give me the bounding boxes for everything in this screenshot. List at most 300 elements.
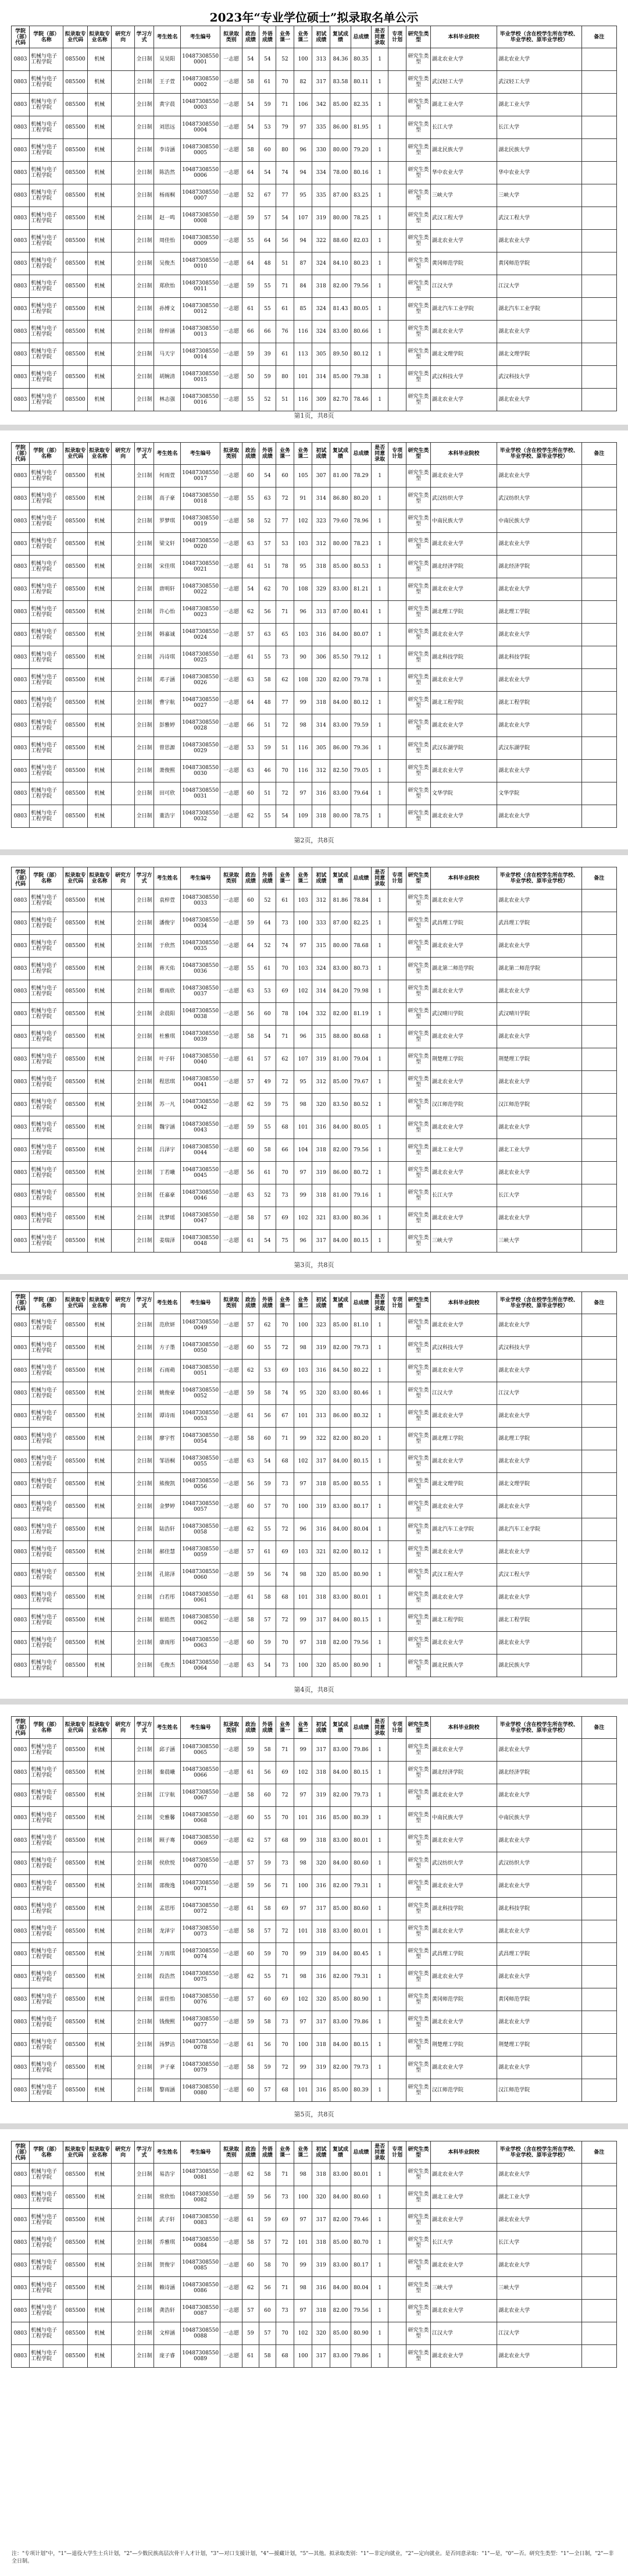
table-cell: 全日制 — [134, 321, 154, 343]
table-cell: 104873085500060 — [180, 1564, 220, 1586]
table-cell — [388, 2300, 406, 2322]
table-cell: 0803 — [12, 601, 30, 624]
table-cell — [112, 139, 134, 162]
table-cell — [581, 1003, 616, 1026]
table-cell: 104873085500050 — [180, 1337, 220, 1360]
table-cell: 机械 — [87, 1360, 112, 1382]
table-cell: 长江大学 — [497, 1184, 581, 1207]
table-cell: 317 — [312, 1450, 330, 1473]
table-cell: 丁若曦 — [154, 1162, 181, 1184]
table-cell: 56 — [259, 601, 276, 624]
table-cell: 58 — [259, 1139, 276, 1162]
table-cell: 李诗涵 — [154, 139, 181, 162]
table-header-row — [12, 2141, 617, 2164]
table-cell: 85.00 — [330, 556, 351, 578]
table-cell — [112, 782, 134, 805]
table-cell — [388, 1230, 406, 1253]
table-cell: 1 — [372, 1116, 388, 1139]
column-header: 专项计划 — [388, 1717, 406, 1739]
table-cell: 林志强 — [154, 389, 181, 411]
table-cell: 330 — [312, 139, 330, 162]
table-cell: 机械与电子工程学院 — [30, 1739, 63, 1762]
table-cell: 80.32 — [351, 1405, 371, 1428]
table-cell: 318 — [312, 556, 330, 578]
table-cell: 机械 — [87, 94, 112, 116]
table-cell: 0803 — [12, 1184, 30, 1207]
table-cell: 320 — [312, 1655, 330, 1677]
table-cell: 64 — [242, 252, 259, 275]
table-cell: 81.00 — [330, 465, 351, 488]
table-cell: 湖北汽车工业学院 — [497, 1518, 581, 1541]
table-cell: 研究生类型 — [406, 2300, 431, 2322]
table-cell: 研究生类型 — [406, 1162, 431, 1184]
table-cell — [388, 1920, 406, 1943]
table-cell: 62 — [242, 1830, 259, 1852]
table-cell — [581, 1026, 616, 1048]
table-cell — [388, 94, 406, 116]
table-cell: 61 — [242, 1586, 259, 1609]
table-cell: 320 — [312, 1564, 330, 1586]
table-cell: 研究生类型 — [406, 578, 431, 601]
table-cell — [581, 692, 616, 714]
table-cell: 一志愿 — [220, 2254, 242, 2277]
table-cell — [112, 510, 134, 533]
table-cell — [388, 692, 406, 714]
table-cell: 88.00 — [330, 1026, 351, 1048]
table-cell — [388, 1337, 406, 1360]
table-cell: 1 — [372, 1966, 388, 1988]
table-cell: 湖北农业大学 — [430, 714, 497, 737]
table-cell: 湖北农业大学 — [497, 1116, 581, 1139]
table-cell — [581, 601, 616, 624]
table-cell: 湖北农业大学 — [430, 2345, 497, 2368]
table-cell: 54 — [259, 1450, 276, 1473]
table-cell — [581, 510, 616, 533]
table-cell: 0803 — [12, 1071, 30, 1094]
table-cell: 53 — [259, 980, 276, 1003]
table-cell: 机械 — [87, 1026, 112, 1048]
table-cell: 1 — [372, 782, 388, 805]
table-cell: 全日制 — [134, 646, 154, 669]
table-cell: 75 — [276, 1094, 294, 1116]
table-cell: 73 — [276, 1852, 294, 1875]
table-cell: 0803 — [12, 782, 30, 805]
table-cell — [581, 1405, 616, 1428]
table-cell: 86.00 — [330, 1405, 351, 1428]
table-cell: 80.12 — [351, 343, 371, 366]
table-cell: 一志愿 — [220, 646, 242, 669]
table-cell: 全日制 — [134, 760, 154, 782]
table-cell: 318 — [312, 1762, 330, 1784]
table-cell: 99 — [294, 1609, 312, 1632]
table-cell: 黎雨涵 — [154, 2079, 181, 2102]
table-cell — [112, 737, 134, 760]
table-cell: 全日制 — [134, 912, 154, 935]
column-header: 考生编号 — [180, 26, 220, 48]
table-cell: 侯欣悦 — [154, 1852, 181, 1875]
table-cell: 59 — [242, 343, 259, 366]
table-cell: 1 — [372, 1450, 388, 1473]
table-cell — [388, 1382, 406, 1405]
column-header: 是否同意录取 — [372, 867, 388, 889]
table-cell: 60 — [259, 1003, 276, 1026]
table-cell: 085500 — [63, 782, 88, 805]
column-header: 总成绩 — [351, 26, 371, 48]
table-cell: 315 — [312, 935, 330, 958]
table-row — [12, 669, 617, 692]
table-row — [12, 1655, 617, 1677]
table-cell — [112, 1026, 134, 1048]
table-cell: 1 — [372, 1207, 388, 1230]
table-cell: 60 — [242, 782, 259, 805]
table-cell: 研究生类型 — [406, 1496, 431, 1518]
table-cell: 104873085500063 — [180, 1632, 220, 1655]
table-cell: 108 — [294, 578, 312, 601]
table-cell: 79.31 — [351, 1875, 371, 1898]
table-cell: 0803 — [12, 71, 30, 94]
table-cell: 104873085500021 — [180, 556, 220, 578]
table-cell: 湖北农业大学 — [497, 389, 581, 411]
table-cell: 56 — [259, 2186, 276, 2209]
table-cell: 陆浩轩 — [154, 1518, 181, 1541]
table-cell: 085500 — [63, 1071, 88, 1094]
table-cell — [112, 556, 134, 578]
table-cell: 研究生类型 — [406, 510, 431, 533]
table-cell: 0803 — [12, 2322, 30, 2345]
table-cell: 56 — [259, 1762, 276, 1784]
table-cell: 59 — [259, 1943, 276, 1966]
table-cell — [112, 1139, 134, 1162]
table-cell: 085500 — [63, 1230, 88, 1253]
table-cell: 57 — [259, 2322, 276, 2345]
table-cell: 机械 — [87, 980, 112, 1003]
table-cell: 机械与电子工程学院 — [30, 230, 63, 252]
table-cell: 59 — [259, 1852, 276, 1875]
table-cell: 79.31 — [351, 1966, 371, 1988]
table-cell: 085500 — [63, 1139, 88, 1162]
table-cell: 研究生类型 — [406, 1655, 431, 1677]
table-cell: 武汉东湖学院 — [497, 737, 581, 760]
table-cell: 085500 — [63, 805, 88, 828]
table-cell: 69 — [276, 2209, 294, 2232]
table-cell: 湖北农业大学 — [497, 805, 581, 828]
table-cell: 79.56 — [351, 1632, 371, 1655]
table-cell: 全日制 — [134, 714, 154, 737]
table-cell: 80.55 — [351, 1473, 371, 1496]
table-cell: 97 — [294, 1898, 312, 1920]
column-header: 本科毕业院校 — [430, 26, 497, 48]
table-cell: 84.00 — [330, 2186, 351, 2209]
table-cell — [388, 2232, 406, 2254]
column-header: 学院（部）代码 — [12, 443, 30, 465]
table-cell: 085500 — [63, 2209, 88, 2232]
table-cell: 99 — [294, 692, 312, 714]
column-header: 政治成绩 — [242, 1292, 259, 1314]
table-cell: 一志愿 — [220, 207, 242, 230]
table-cell: 80.22 — [351, 1360, 371, 1382]
table-row — [12, 1920, 617, 1943]
table-cell: 82.35 — [351, 94, 371, 116]
table-cell: 研究生类型 — [406, 1405, 431, 1428]
table-cell — [581, 184, 616, 207]
table-cell: 1 — [372, 760, 388, 782]
table-cell: 104873085500088 — [180, 2322, 220, 2345]
table-cell: 湖北农业大学 — [430, 1207, 497, 1230]
table-row — [12, 48, 617, 71]
table-cell: 湖北农业大学 — [497, 760, 581, 782]
column-header: 总成绩 — [351, 2141, 371, 2164]
table-cell — [112, 912, 134, 935]
table-cell: 0803 — [12, 1586, 30, 1609]
table-cell: 104873085500032 — [180, 805, 220, 828]
table-cell: 316 — [312, 1966, 330, 1988]
table-cell: 湖北第二师范学院 — [497, 958, 581, 980]
table-cell: 085500 — [63, 510, 88, 533]
table-cell: 湖北农业大学 — [497, 1360, 581, 1382]
column-header: 业务课一 — [276, 867, 294, 889]
table-cell: 106 — [294, 94, 312, 116]
table-cell: 金梦婷 — [154, 1496, 181, 1518]
table-cell: 一志愿 — [220, 805, 242, 828]
column-header: 复试成绩 — [330, 867, 351, 889]
table-cell: 55 — [242, 958, 259, 980]
table-cell: 102 — [294, 2322, 312, 2345]
table-cell: 54 — [242, 94, 259, 116]
table-cell: 全日制 — [134, 980, 154, 1003]
table-cell: 湖北农业大学 — [497, 2164, 581, 2186]
table-cell: 机械与电子工程学院 — [30, 601, 63, 624]
table-cell: 1 — [372, 556, 388, 578]
table-cell: 59 — [242, 2011, 259, 2034]
document-page — [0, 0, 628, 425]
table-cell: 83.58 — [330, 71, 351, 94]
table-cell: 50 — [242, 366, 259, 389]
table-cell: 全日制 — [134, 2277, 154, 2300]
table-cell: 104873085500053 — [180, 1405, 220, 1428]
table-row — [12, 782, 617, 805]
table-cell: 63 — [242, 760, 259, 782]
table-cell: 0803 — [12, 1830, 30, 1852]
table-cell: 68 — [276, 2079, 294, 2102]
table-cell: 104873085500014 — [180, 343, 220, 366]
table-cell: 全日制 — [134, 2186, 154, 2209]
table-cell: 1 — [372, 1003, 388, 1026]
column-header: 考生姓名 — [154, 2141, 181, 2164]
table-cell: 318 — [312, 1632, 330, 1655]
table-cell: 全日制 — [134, 389, 154, 411]
table-cell: 73 — [276, 912, 294, 935]
table-cell: 085500 — [63, 1586, 88, 1609]
table-cell: 1 — [372, 980, 388, 1003]
table-cell: 1 — [372, 805, 388, 828]
table-cell — [581, 321, 616, 343]
table-cell: 104873085500077 — [180, 2011, 220, 2034]
column-header: 研究方向 — [112, 867, 134, 889]
table-cell — [388, 1966, 406, 1988]
table-cell: 82.00 — [330, 275, 351, 298]
table-cell: 荆楚理工学院 — [430, 2034, 497, 2056]
table-cell: 57 — [259, 2232, 276, 2254]
table-cell: 0803 — [12, 207, 30, 230]
table-cell: 全日制 — [134, 1162, 154, 1184]
table-cell: 机械 — [87, 366, 112, 389]
table-cell: 1 — [372, 2056, 388, 2079]
table-cell: 309 — [312, 389, 330, 411]
table-cell: 83.00 — [330, 1382, 351, 1405]
table-cell: 机械与电子工程学院 — [30, 760, 63, 782]
table-cell: 江汉大学 — [497, 275, 581, 298]
table-cell: 320 — [312, 2322, 330, 2345]
table-row — [12, 389, 617, 411]
table-cell: 1 — [372, 2034, 388, 2056]
column-header: 备注 — [581, 867, 616, 889]
table-cell: 58 — [242, 2056, 259, 2079]
table-cell: 39 — [259, 343, 276, 366]
table-cell: 研究生类型 — [406, 1094, 431, 1116]
table-cell: 71 — [276, 2164, 294, 2186]
table-cell: 085500 — [63, 1632, 88, 1655]
table-cell: 322 — [312, 1428, 330, 1450]
table-cell: 1 — [372, 116, 388, 139]
column-header: 研究生类型 — [406, 2141, 431, 2164]
table-cell: 机械与电子工程学院 — [30, 1586, 63, 1609]
table-cell: 72 — [276, 1920, 294, 1943]
table-cell: 全日制 — [134, 2079, 154, 2102]
table-cell: 80.53 — [351, 556, 371, 578]
top-spacer — [0, 430, 628, 442]
table-cell: 318 — [312, 1586, 330, 1609]
table-cell: 56 — [242, 1003, 259, 1026]
table-cell: 53 — [276, 533, 294, 556]
table-cell: 64 — [242, 692, 259, 714]
table-cell: 机械与电子工程学院 — [30, 556, 63, 578]
table-cell: 0803 — [12, 1739, 30, 1762]
table-cell: 0803 — [12, 1564, 30, 1586]
table-cell: 69 — [276, 1360, 294, 1382]
table-cell: 80.60 — [351, 1898, 371, 1920]
column-header: 外语成绩 — [259, 443, 276, 465]
table-cell: 085500 — [63, 207, 88, 230]
table-cell: 81.00 — [330, 1184, 351, 1207]
table-cell — [581, 2345, 616, 2368]
table-cell: 全日制 — [134, 2164, 154, 2186]
table-cell: 0803 — [12, 2209, 30, 2232]
table-cell: 64 — [259, 912, 276, 935]
table-cell: 82.00 — [330, 1541, 351, 1564]
table-cell: 一志愿 — [220, 2079, 242, 2102]
table-cell: 研究生类型 — [406, 1739, 431, 1762]
table-cell: 085500 — [63, 1048, 88, 1071]
table-cell: 荆楚理工学院 — [497, 1048, 581, 1071]
table-cell: 085500 — [63, 1898, 88, 1920]
table-cell: 方子墨 — [154, 1337, 181, 1360]
table-cell: 研究生类型 — [406, 1116, 431, 1139]
table-cell: 57 — [242, 1988, 259, 2011]
table-cell: 1 — [372, 1762, 388, 1784]
table-cell — [388, 1586, 406, 1609]
table-cell: 机械 — [87, 2232, 112, 2254]
table-cell: 1 — [372, 1943, 388, 1966]
column-header: 考生姓名 — [154, 443, 181, 465]
table-cell: 0803 — [12, 1966, 30, 1988]
column-header: 政治成绩 — [242, 26, 259, 48]
table-cell: 机械与电子工程学院 — [30, 1762, 63, 1784]
table-cell — [388, 1830, 406, 1852]
table-cell: 70 — [276, 1943, 294, 1966]
table-cell: 一志愿 — [220, 366, 242, 389]
table-cell: 0803 — [12, 1762, 30, 1784]
table-cell: 武汉轻工大学 — [430, 71, 497, 94]
table-cell — [388, 1116, 406, 1139]
table-cell: 一志愿 — [220, 737, 242, 760]
table-cell: 60 — [242, 1943, 259, 1966]
table-cell: 机械与电子工程学院 — [30, 1162, 63, 1184]
page-number: 第5页，共8页 — [294, 2111, 334, 2118]
table-cell: 316 — [312, 2079, 330, 2102]
table-cell: 80.11 — [351, 71, 371, 94]
table-cell: 085500 — [63, 2300, 88, 2322]
table-cell: 0803 — [12, 1162, 30, 1184]
column-header: 拟录取专业名称 — [87, 443, 112, 465]
table-cell: 96 — [294, 1026, 312, 1048]
table-cell: 全日制 — [134, 1852, 154, 1875]
table-cell: 湖北工程学院 — [430, 1609, 497, 1632]
table-cell — [581, 1609, 616, 1632]
table-cell: 湖北农业大学 — [430, 533, 497, 556]
table-row — [12, 1314, 617, 1337]
table-row — [12, 366, 617, 389]
column-header: 本科毕业院校 — [430, 2141, 497, 2164]
table-cell: 机械与电子工程学院 — [30, 162, 63, 184]
table-cell: 机械 — [87, 1943, 112, 1966]
table-cell: 64 — [259, 230, 276, 252]
table-cell: 104873085500029 — [180, 737, 220, 760]
table-row — [12, 343, 617, 366]
table-cell: 湖北汽车工业学院 — [430, 298, 497, 321]
table-cell: 一志愿 — [220, 1830, 242, 1852]
table-cell: 1 — [372, 252, 388, 275]
column-header: 初试成绩 — [312, 1292, 330, 1314]
table-cell: 78.29 — [351, 465, 371, 488]
table-cell: 0803 — [12, 2011, 30, 2034]
table-cell: 0803 — [12, 714, 30, 737]
table-cell: 87.00 — [330, 601, 351, 624]
table-cell — [581, 2164, 616, 2186]
table-cell: 085500 — [63, 1360, 88, 1382]
table-cell: 316 — [312, 1518, 330, 1541]
table-cell — [112, 669, 134, 692]
table-cell: 085500 — [63, 935, 88, 958]
table-cell: 59 — [259, 737, 276, 760]
table-cell — [388, 1988, 406, 2011]
table-cell — [581, 912, 616, 935]
table-cell: 63 — [242, 1655, 259, 1677]
table-cell — [112, 116, 134, 139]
table-cell: 湖北农业大学 — [497, 1071, 581, 1094]
column-header: 学院（部）代码 — [12, 2141, 30, 2164]
table-cell — [388, 184, 406, 207]
table-cell: 一志愿 — [220, 1898, 242, 1920]
table-cell: 085500 — [63, 1739, 88, 1762]
table-cell: 湖北农业大学 — [497, 1496, 581, 1518]
table-cell: 机械与电子工程学院 — [30, 184, 63, 207]
table-cell: 机械与电子工程学院 — [30, 2232, 63, 2254]
table-cell: 一志愿 — [220, 1003, 242, 1026]
table-cell: 71 — [276, 1966, 294, 1988]
table-cell — [581, 139, 616, 162]
table-cell — [388, 275, 406, 298]
table-cell: 55 — [259, 1807, 276, 1830]
